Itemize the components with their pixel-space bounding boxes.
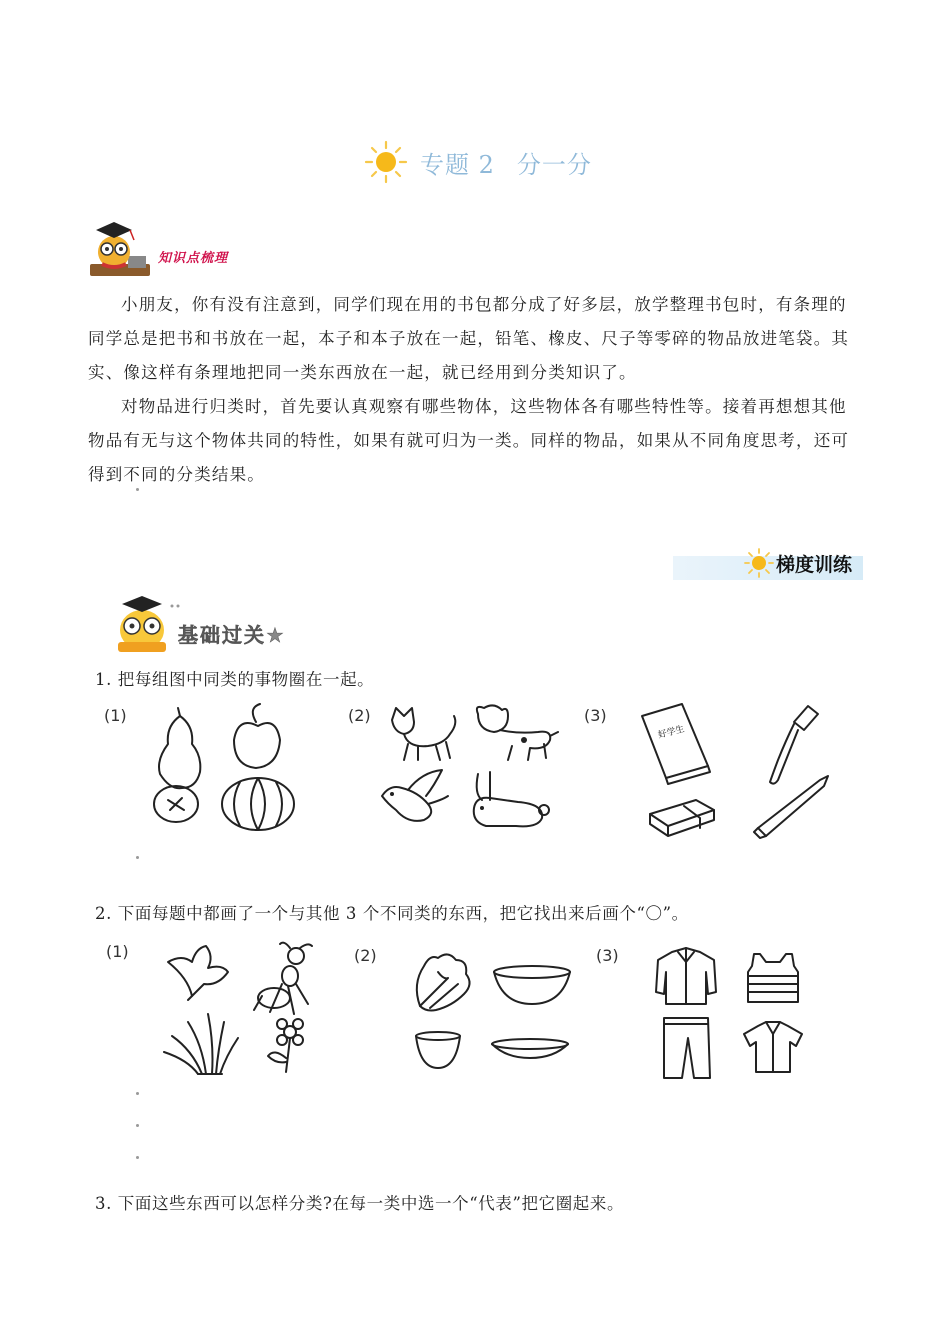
- pants-icon: [664, 1018, 710, 1078]
- vest-icon: [748, 954, 798, 1002]
- dog-icon: [477, 705, 558, 760]
- q1-group-2: [378, 700, 568, 840]
- knowledge-header: [88, 218, 228, 280]
- orange-icon: [154, 786, 198, 822]
- bowl-icon: [494, 966, 570, 1004]
- q1-group-label-3: (3): [584, 706, 607, 725]
- topic-name: 分一分: [516, 150, 592, 179]
- book-icon: [642, 704, 710, 784]
- flower-icon: [268, 1019, 303, 1072]
- book-cover-text: 好学生: [657, 724, 686, 741]
- page-title: [362, 140, 592, 184]
- leaf-icon: [168, 946, 228, 1000]
- question-3: 3. 下面这些东西可以怎样分类?在每一类中选一个“代表”把它圈起来。: [95, 1194, 625, 1213]
- training-header: [744, 548, 852, 578]
- owl-student-icon: [110, 592, 184, 656]
- grass-icon: [164, 1014, 238, 1074]
- eraser-icon: [650, 800, 714, 836]
- plate-icon: [492, 1039, 568, 1058]
- scan-dot: [136, 488, 139, 491]
- knowledge-paragraph-2: 对物品进行归类时，首先要认真观察有哪些物体，这些物体各有哪些特性等。接着再想想其他物品有无与这个物体共同的特性，如果有就可归为一类。同样的物品，如果从不同角度思考，还可得到不同的分类结果。: [88, 397, 850, 484]
- knowledge-paragraph-1: 小朋友，你有没有注意到，同学们现在用的书包都分成了好多层，放学整理书包时，有条理的同学总是把书和书放在一起，本子和本子放在一起，铅笔、橡皮、尺子等零碎的物品放进笔袋。其实、像这样有条理地把同一类东西放在一起，就已经用到分类知识了。: [88, 295, 850, 382]
- toothbrush-icon: [770, 706, 818, 784]
- pencil-icon: [754, 776, 828, 838]
- q2-group-2: [408, 944, 578, 1074]
- question-2: 2. 下面每题中都画了一个与其他 3 个不同类的东西，把它找出来后画个“〇”。: [95, 904, 689, 923]
- rabbit-icon: [474, 772, 549, 826]
- q2-group-3: [650, 942, 810, 1082]
- owl-teacher-icon: [88, 218, 154, 280]
- cabbage-icon: [417, 954, 470, 1010]
- q2-group-label-1: (1): [106, 942, 129, 961]
- apple-icon: [234, 704, 280, 768]
- scan-dot: [136, 856, 139, 859]
- scan-dot: [136, 1156, 139, 1159]
- bird-icon: [382, 770, 448, 821]
- q1-group-label-2: (2): [348, 706, 371, 725]
- sun-icon: [744, 548, 774, 578]
- q2-group-label-3: (3): [596, 946, 619, 965]
- pear-icon: [159, 708, 200, 788]
- sun-icon: [362, 140, 410, 184]
- q1-group-label-1: (1): [104, 706, 127, 725]
- pumpkin-icon: [222, 778, 294, 830]
- training-label: 梯度训练: [776, 553, 853, 576]
- basic-header: [110, 592, 286, 656]
- small-bowl-icon: [416, 1032, 460, 1068]
- tshirt-icon: [744, 1022, 802, 1072]
- cat-icon: [392, 708, 455, 760]
- scan-dot: [136, 1124, 139, 1127]
- q1-group-3: [636, 696, 836, 846]
- topic-number: 专题 2: [420, 150, 495, 179]
- question-1: 1. 把每组图中同类的事物圈在一起。: [95, 670, 375, 689]
- basic-label: 基础过关★: [178, 622, 286, 647]
- ant-icon: [254, 943, 312, 1014]
- q2-group-label-2: (2): [354, 946, 377, 965]
- knowledge-label: 知识点梳理: [158, 251, 229, 266]
- q2-group-1: [158, 940, 328, 1080]
- scan-dot: [136, 1092, 139, 1095]
- q1-group-1: [148, 700, 308, 840]
- shirt-icon: [656, 948, 716, 1004]
